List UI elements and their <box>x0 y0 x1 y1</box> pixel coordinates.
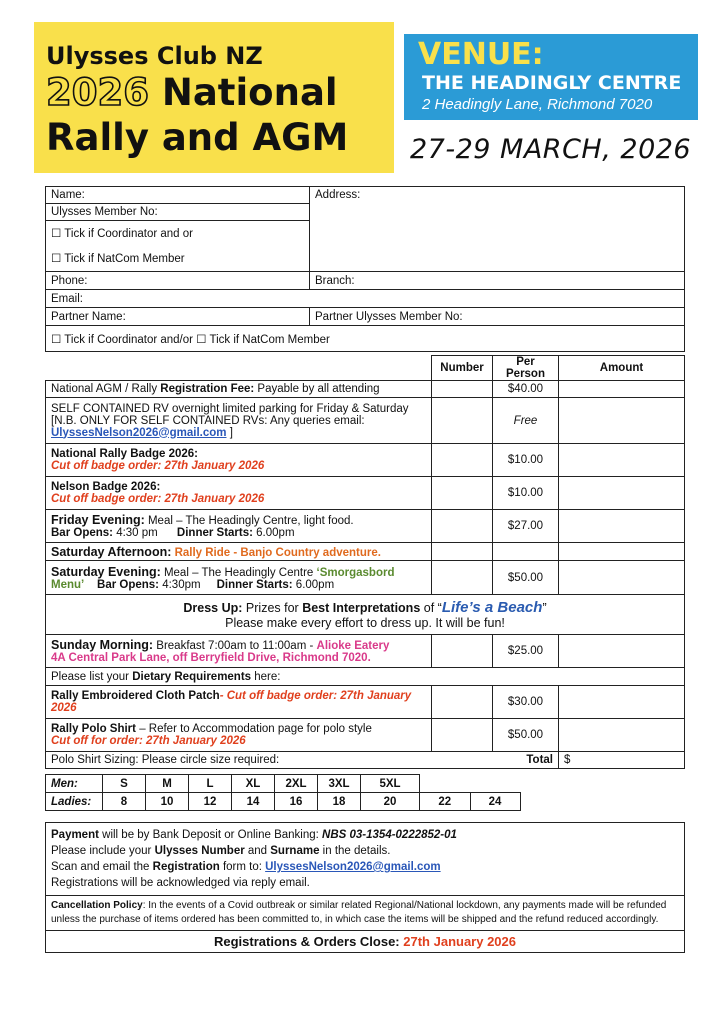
size-option[interactable]: 22 <box>420 793 471 811</box>
table-row: Friday Evening: Meal – The Headingly Centre, light food. Bar Opens: 4:30 pm Dinner Starts: 6.00pm $27.00 <box>46 510 685 543</box>
event-title-line2: 2026 National <box>46 71 338 114</box>
phone-field[interactable]: Phone: <box>46 272 310 290</box>
men-sizes-row: Men: S M L XL 2XL 3XL 5XL <box>46 775 521 793</box>
size-option[interactable]: 16 <box>275 793 318 811</box>
amount-cell[interactable] <box>559 510 685 543</box>
size-option[interactable]: 10 <box>146 793 189 811</box>
close-date: Registrations & Orders Close: 27th January 2026 <box>46 931 685 953</box>
table-row: Saturday Evening: Meal – The Headingly Centre ‘Smorgasbord Menu’ Bar Opens: 4:30pm Dinner Starts: 6.00pm $50.00 <box>46 561 685 595</box>
amount-cell[interactable] <box>559 719 685 752</box>
amount-cell[interactable] <box>559 477 685 510</box>
size-option[interactable]: M <box>146 775 189 793</box>
amount-cell[interactable] <box>559 444 685 477</box>
number-cell[interactable] <box>432 719 493 752</box>
number-cell[interactable] <box>432 686 493 719</box>
email-field[interactable]: Email: <box>46 290 685 308</box>
table-row: National AGM / Rally Registration Fee: Payable by all attending $40.00 <box>46 381 685 398</box>
branch-field[interactable]: Branch: <box>310 272 685 290</box>
number-cell[interactable] <box>432 635 493 668</box>
partner-name-field[interactable]: Partner Name: <box>46 308 310 326</box>
dietary-field[interactable]: Please list your Dietary Requirements here: <box>46 668 685 686</box>
total-amount[interactable]: $ <box>559 752 685 769</box>
size-option[interactable]: 8 <box>103 793 146 811</box>
ladies-sizes-row: Ladies: 8 10 12 14 16 18 20 22 24 <box>46 793 521 811</box>
table-row: Saturday Afternoon: Rally Ride - Banjo Country adventure. <box>46 543 685 561</box>
venue-box <box>404 34 698 120</box>
table-row: Polo Shirt Sizing: Please circle size required: Total $ <box>46 752 685 769</box>
table-row: Nelson Badge 2026: Cut off badge order: 27th January 2026 $10.00 <box>46 477 685 510</box>
coordinator-checkbox[interactable]: ☐ Tick if Coordinator and or <box>46 221 310 246</box>
venue-address: 2 Headingly Lane, Richmond 7020 <box>422 96 653 113</box>
number-cell[interactable] <box>432 543 493 561</box>
size-option[interactable]: S <box>103 775 146 793</box>
club-name: Ulysses Club NZ <box>46 42 263 70</box>
venue-label: VENUE: <box>418 37 544 72</box>
table-row <box>46 668 685 686</box>
event-title-line3: Rally and AGM <box>46 116 349 159</box>
size-option[interactable]: 20 <box>361 793 420 811</box>
size-option[interactable]: 24 <box>470 793 520 811</box>
member-no-field[interactable]: Ulysses Member No: <box>46 204 310 221</box>
partner-member-field[interactable]: Partner Ulysses Member No: <box>310 308 685 326</box>
size-option[interactable]: 5XL <box>361 775 420 793</box>
table-row: Dress Up: Prizes for Best Interpretations of “Life’s a Beach” Please make every effort to dress up. It will be fun! <box>46 595 685 635</box>
size-option[interactable]: 12 <box>189 793 232 811</box>
number-cell[interactable] <box>432 398 493 444</box>
total-label: Total <box>526 754 553 766</box>
table-row: Sunday Morning: Breakfast 7:00am to 11:00am - Alioke Eatery 4A Central Park Lane, off Berryfield Drive, Richmond 7020. $25.00 <box>46 635 685 668</box>
event-dates: 27-29 MARCH, 2026 <box>410 134 692 165</box>
payment-table <box>45 822 685 953</box>
items-table <box>45 355 685 769</box>
email-link[interactable]: UlyssesNelson2026@gmail.com <box>51 426 227 439</box>
number-cell[interactable] <box>432 510 493 543</box>
payment-info: Payment will be by Bank Deposit or Online Banking: NBS 03-1354-0222852-01 Please include your Ulysses Number and Surname in the details. Scan and email the Registration form to: UlyssesNelson2026@gmail.com Registrations will be acknowledged via reply email. <box>46 823 685 896</box>
title-box <box>34 22 394 173</box>
amount-cell[interactable] <box>559 543 685 561</box>
address-field[interactable]: Address: <box>310 187 685 272</box>
amount-cell[interactable] <box>559 635 685 668</box>
cancellation-policy: Cancellation Policy: In the events of a Covid outbreak or similar related Regional/National lockdown, any payments made will be refunded unless the purchase of items ordered has been committed to, in which case the items will be shipped and the refund reduced accordingly. <box>46 896 685 931</box>
number-cell[interactable] <box>432 444 493 477</box>
number-cell[interactable] <box>432 561 493 595</box>
details-table <box>45 186 685 352</box>
amount-cell[interactable] <box>559 686 685 719</box>
amount-cell[interactable] <box>559 561 685 595</box>
venue-name: THE HEADINGLY CENTRE <box>422 72 682 94</box>
size-option[interactable]: XL <box>232 775 275 793</box>
col-number: Number <box>432 356 493 381</box>
email-link[interactable]: UlyssesNelson2026@gmail.com <box>265 861 441 873</box>
table-row: SELF CONTAINED RV overnight limited parking for Friday & Saturday [N.B. ONLY FOR SELF CONTAINED RVs: Any queries email: UlyssesNelson2026@gmail.com ] Free <box>46 398 685 444</box>
size-option[interactable]: 2XL <box>275 775 318 793</box>
number-cell[interactable] <box>432 477 493 510</box>
amount-cell[interactable] <box>559 398 685 444</box>
size-option[interactable]: 18 <box>318 793 361 811</box>
col-amount: Amount <box>559 356 685 381</box>
number-cell[interactable] <box>432 381 493 398</box>
size-table <box>45 774 521 811</box>
natcom-checkbox[interactable]: ☐ Tick if NatCom Member <box>46 246 310 272</box>
amount-cell[interactable] <box>559 381 685 398</box>
size-option[interactable]: 3XL <box>318 775 361 793</box>
name-field[interactable]: Name: <box>46 187 310 204</box>
size-option[interactable]: L <box>189 775 232 793</box>
partner-checkboxes[interactable]: ☐ Tick if Coordinator and/or ☐ Tick if NatCom Member <box>46 326 685 352</box>
table-row: National Rally Badge 2026: Cut off badge order: 27th January 2026 $10.00 <box>46 444 685 477</box>
table-row: Rally Polo Shirt – Refer to Accommodation page for polo style Cut off for order: 27th January 2026 $50.00 <box>46 719 685 752</box>
table-row: Rally Embroidered Cloth Patch- Cut off badge order: 27th January 2026 $30.00 <box>46 686 685 719</box>
col-per-person: Per Person <box>493 356 559 381</box>
size-option[interactable]: 14 <box>232 793 275 811</box>
